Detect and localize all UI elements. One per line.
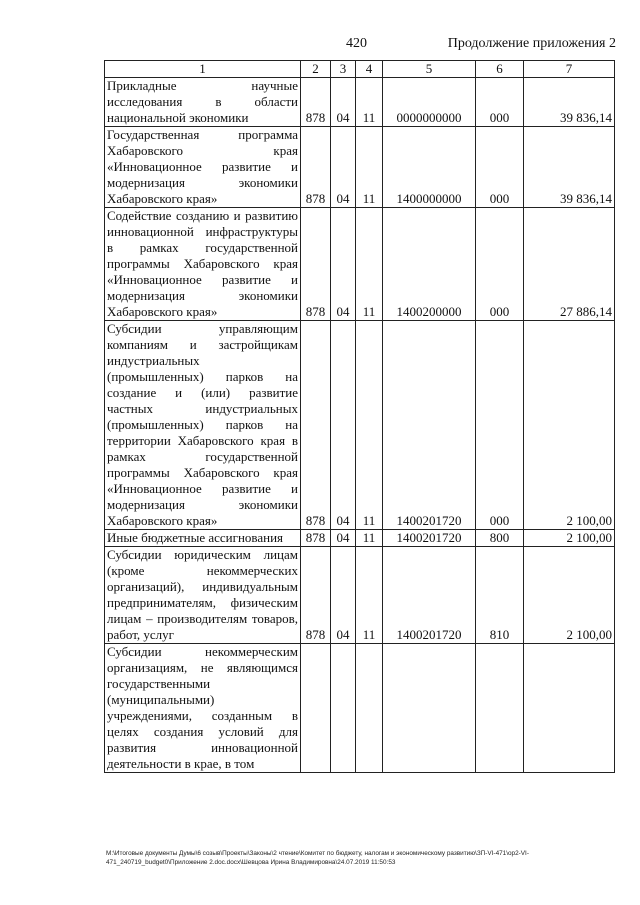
row-amount: 2 100,00	[524, 547, 615, 644]
table-header-row	[105, 61, 615, 78]
row-target: 1400201720	[383, 321, 476, 530]
row-name: Субсидии юридическим лицам (кроме некоммерческих организаций), индивидуальным предпринимателям, физическим лицам – производителям товаров, работ, услуг	[105, 547, 301, 644]
table-row	[105, 530, 615, 547]
table-row	[105, 78, 615, 127]
row-section: 04	[331, 127, 356, 208]
row-subsection: 11	[356, 78, 383, 127]
row-expense-type: 000	[476, 127, 524, 208]
column-header-section: 3	[331, 61, 356, 78]
table-row	[105, 321, 615, 530]
row-target: 1400201720	[383, 530, 476, 547]
table-row	[105, 644, 615, 773]
row-amount: 39 836,14	[524, 127, 615, 208]
row-expense-type: 800	[476, 530, 524, 547]
row-expense-type	[476, 644, 524, 773]
table-row	[105, 547, 615, 644]
table-row	[105, 127, 615, 208]
row-name: Субсидии некоммерческим организациям, не являющимся государственными (муниципальными) учреждениями, созданным в целях создания условий для развития инновационной деятельности в крае, в том	[105, 644, 301, 773]
row-subsection: 11	[356, 127, 383, 208]
document-file-path: M:\Итоговые документы Думы\6 созыв\Проекты\Законы\2 чтение\Комитет по бюджету, налогам и экономическому развитию\ЗП-VI-471\ор2-VI-471_240719_budget0\Приложение 2.doc.docx\Шевцова Ирина Владимировна\24.07.2019 11:50:53	[106, 850, 529, 866]
row-subsection: 11	[356, 208, 383, 321]
row-subsection: 11	[356, 321, 383, 530]
column-header-expense-type: 6	[476, 61, 524, 78]
row-ministry: 878	[301, 321, 331, 530]
row-subsection: 11	[356, 547, 383, 644]
appendix-continuation-title: Продолжение приложения 2	[447, 36, 616, 51]
row-amount: 2 100,00	[524, 530, 615, 547]
row-section: 04	[331, 208, 356, 321]
row-subsection	[356, 644, 383, 773]
row-amount	[524, 644, 615, 773]
page-header	[0, 36, 640, 56]
row-section: 04	[331, 321, 356, 530]
row-ministry	[301, 644, 331, 773]
row-name: Содействие созданию и развитию инновационной инфраструктуры в рамках государственной программы Хабаровского края «Инновационное развитие и модернизация экономики Хабаровского края»	[105, 208, 301, 321]
row-name: Иные бюджетные ассигнования	[105, 530, 301, 547]
row-section: 04	[331, 530, 356, 547]
row-section	[331, 644, 356, 773]
row-ministry: 878	[301, 78, 331, 127]
row-ministry: 878	[301, 530, 331, 547]
row-ministry: 878	[301, 127, 331, 208]
row-amount: 2 100,00	[524, 321, 615, 530]
row-expense-type: 810	[476, 547, 524, 644]
row-amount: 39 836,14	[524, 78, 615, 127]
row-section: 04	[331, 78, 356, 127]
row-target: 1400000000	[383, 127, 476, 208]
table-row	[105, 208, 615, 321]
row-target: 0000000000	[383, 78, 476, 127]
row-target	[383, 644, 476, 773]
row-target: 1400200000	[383, 208, 476, 321]
row-subsection: 11	[356, 530, 383, 547]
row-ministry: 878	[301, 547, 331, 644]
column-header-subsection: 4	[356, 61, 383, 78]
row-name: Государственная программа Хабаровского края «Инновационное развитие и модернизация экономики Хабаровского края»	[105, 127, 301, 208]
budget-table	[104, 60, 615, 773]
row-ministry: 878	[301, 208, 331, 321]
column-header-target: 5	[383, 61, 476, 78]
row-expense-type: 000	[476, 78, 524, 127]
row-section: 04	[331, 547, 356, 644]
row-amount: 27 886,14	[524, 208, 615, 321]
row-name: Субсидии управляющим компаниям и застройщикам индустриальных (промышленных) парков на создание и (или) развитие частных индустриальных (промышленных) парков на территории Хабаровского края в рамках государственной программы Хабаровского края «Инновационное развитие и модернизация экономики Хабаровского края»	[105, 321, 301, 530]
column-header-name: 1	[105, 61, 301, 78]
page-number: 420	[346, 36, 367, 51]
row-expense-type: 000	[476, 321, 524, 530]
row-expense-type: 000	[476, 208, 524, 321]
column-header-ministry: 2	[301, 61, 331, 78]
row-name: Прикладные научные исследования в области национальной экономики	[105, 78, 301, 127]
column-header-amount: 7	[524, 61, 615, 78]
row-target: 1400201720	[383, 547, 476, 644]
